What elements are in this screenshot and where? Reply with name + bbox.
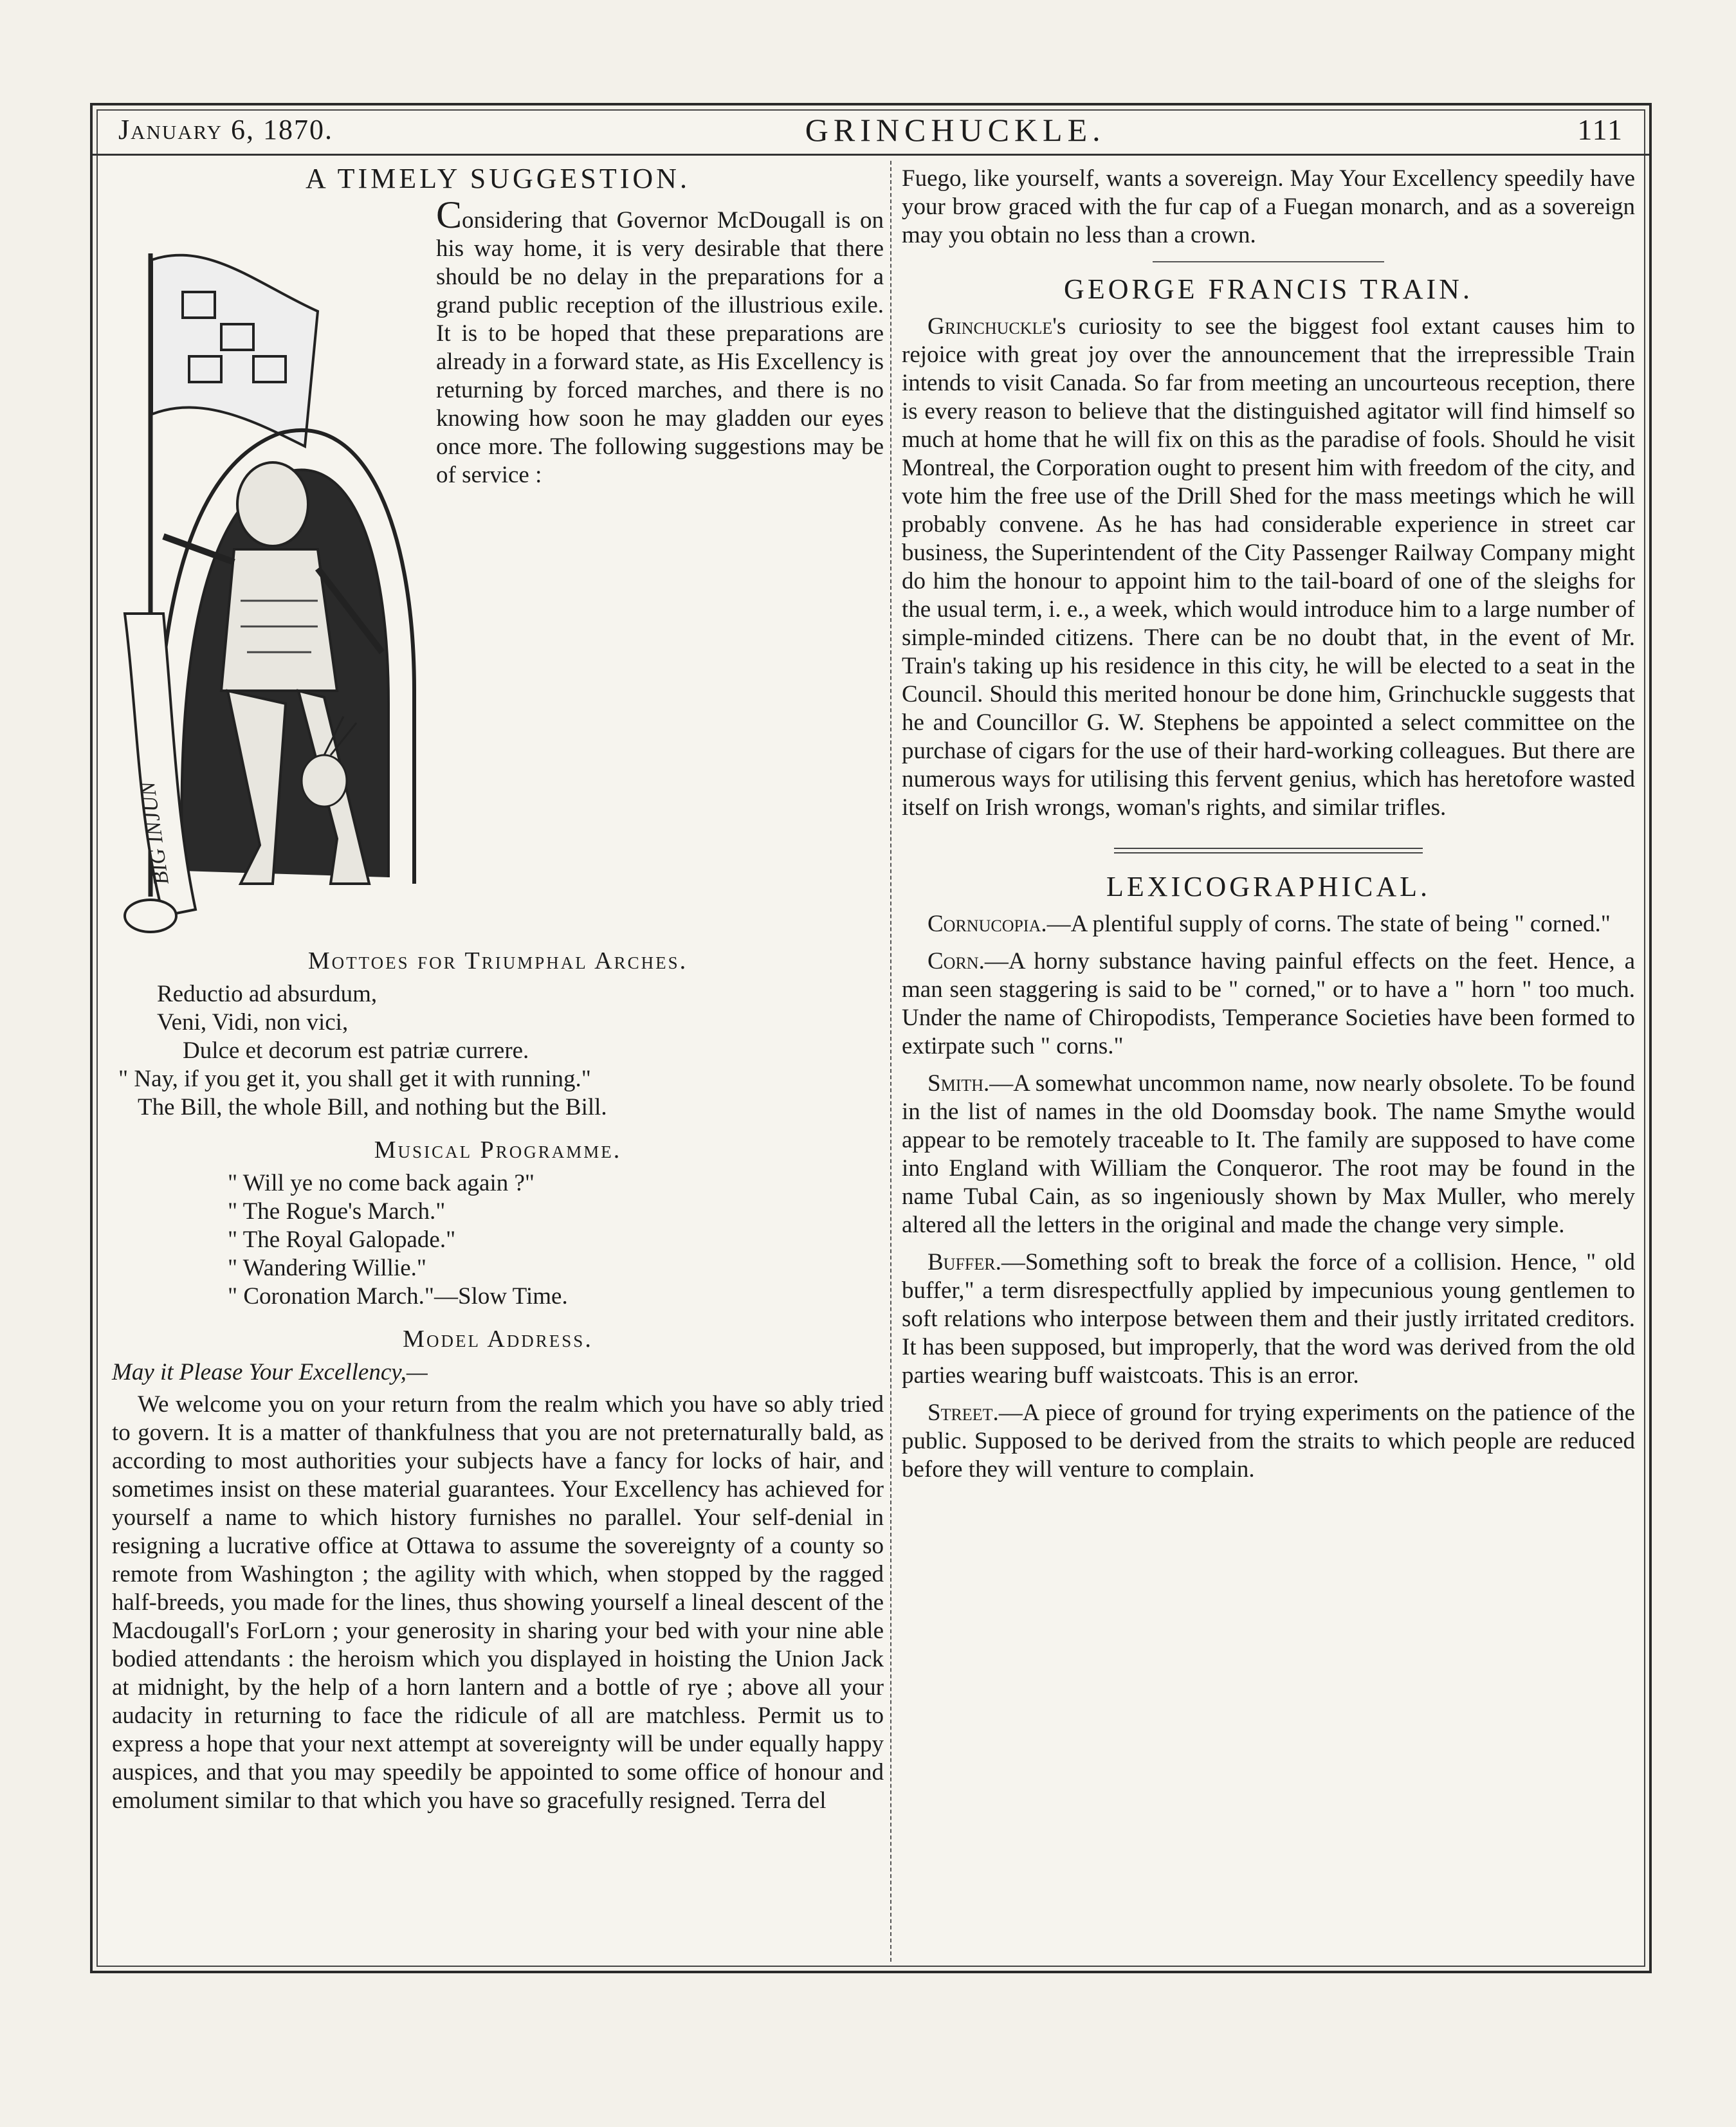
- lexicon-definition: —A piece of ground for trying experiments on the patience of the public. Supposed to be derived from the straits to which people are reduced before they will venture to complain.: [902, 1400, 1635, 1483]
- lexicon-term: Smith.: [927, 1070, 990, 1097]
- train-body: 's curiosity to see the biggest fool extant causes him to rejoice with great joy over the announcement that the irrepressible Train intends to visit Canada. So far from meeting an uncourteous reception, there is every reason to believe that the distinguished agitator will find himself so much at home that he will fix on this as the paradise of fools. Should he visit Montreal, the Corporation ought to present him with freedom of the city, and vote him the free use of the Drill Shed for the mass meetings which he will probably convene. As he has had considerable experience in street car business, the Superintendent of the City Passenger Railway Company might do him the honour to appoint him to the tail-board of one of the sleighs for the usual term, i. e., a week, which would introduce him to a large number of simple-minded citizens. There can be no doubt that, in the event of Mr. Train's taking up his residence in this city, he will be elected to a seat in the Council. Should this merited honour be done him, Grinchuckle suggests that he and Councillor G. W. Stephens be appointed a select committee on the purchase of cigars for the use of their hard-working colleagues. But there are numerous ways for utilising this fervent genius, which has heretofore wasted itself on Irish wrongs, woman's rights, and similar trifles.: [902, 313, 1635, 821]
- mottoes-list: [112, 980, 884, 1122]
- lexicon-definition: —Something soft to break the force of a collision. Hence, " old buffer," a term disrespectfully applied by impecunious young gentlemen to soft relations who interpose between them and their justly irritated creditors. It has been supposed, but improperly, that the word was derived from the old parties wearing buff waistcoats. This is an error.: [902, 1249, 1635, 1389]
- lexicon-entry: [902, 1248, 1635, 1390]
- section-double-rule: [1114, 848, 1423, 854]
- lexicon-entry: [902, 1399, 1635, 1484]
- drop-cap: C: [436, 194, 462, 236]
- programme-item: " Will ye no come back again ?": [228, 1170, 535, 1196]
- issue-date: January 6, 1870.: [118, 114, 334, 145]
- section-rule: [1153, 261, 1384, 262]
- programme-item: " Coronation March."—Slow Time.: [228, 1283, 568, 1310]
- publication-title: GRINCHUCKLE.: [805, 111, 1106, 148]
- lexicon-term: Cornucopia.: [927, 911, 1047, 937]
- lexicon-entry: [902, 947, 1635, 1061]
- lexicon-entry: [902, 1070, 1635, 1239]
- article-title-george-francis-train: GEORGE FRANCIS TRAIN.: [1064, 273, 1473, 305]
- right-column: [902, 165, 1635, 1959]
- programme-item: " The Rogue's March.": [228, 1198, 446, 1225]
- article-title-lexicographical: LEXICOGRAPHICAL.: [1106, 871, 1431, 902]
- lexicon-entry: [902, 910, 1635, 938]
- address-body: We welcome you on your return from the realm which you have so ably tried to govern. It is a matter of thankfulness that you are not preternaturally bald, as according to most authorities your subjects have a fancy for locks of hair, and sometimes insist on these material guarantees. Your Excellency has achieved for yourself a name to which history furnishes no parallel. Your self-denial in resigning a lucrative office at Ottawa to assume the sovereignty of a county so remote from Washington ; the agility with which, when stopped by the ragged half-breeds, you made for the lines, thus showing yourself a lineal descent of the Macdougall's ForLorn ; your generosity in sharing your bed with your nine able bodied attendants : the heroism which you displayed in hoisting the Union Jack at midnight, by the help of a horn lantern and a bottle of rye ; above all your audacity in returning to face the ridicule of all are matchless. Permit us to express a hope that your next attempt at sovereignty will be under equally happy auspices, and that you may speedily be appointed to some office of honour and emolument similar to that which you have so gracefully resigned. Terra del: [112, 1391, 884, 1814]
- programme-item: " Wandering Willie.": [228, 1255, 427, 1281]
- motto-line: Dulce et decorum est patriæ currere.: [183, 1037, 529, 1064]
- big-injun-illustration: [112, 202, 421, 942]
- column-divider: [890, 161, 891, 1962]
- programme-list: [112, 1169, 884, 1311]
- left-column: [112, 165, 884, 1959]
- lexicon-definition: —A somewhat uncommon name, now nearly obsolete. To be found in the list of names in the old Doomsday book. The name Smythe would appear to be remotely traceable to It. The family are supposed to have come into England with William the Conqueror. The root may be found in the name Tubal Cain, as so ingeniously shown by Max Muller, who merely altered all the letters in the original and made the change very simple.: [902, 1070, 1635, 1238]
- illustration-drawing: [112, 202, 421, 942]
- address-continuation: Fuego, like yourself, wants a sovereign. May Your Excellency speedily have your brow graced with the fur cap of a Fuegan monarch, and as a sovereign may you obtain no less than a crown.: [902, 165, 1635, 248]
- address-salutation: May it Please Your Excellency,—: [112, 1359, 428, 1385]
- lexicon-term: Corn.: [927, 948, 985, 974]
- page-number: 111: [1577, 113, 1623, 146]
- mottoes-heading: Mottoes for Triumphal Arches.: [307, 947, 688, 974]
- motto-line: " Nay, if you get it, you shall get it with running.": [118, 1066, 591, 1092]
- article-title-timely-suggestion: A TIMELY SUGGESTION.: [306, 163, 690, 194]
- page-frame: [90, 103, 1652, 1973]
- train-paragraph: [902, 313, 1635, 822]
- lexicon-definition: —A plentiful supply of corns. The state of being " corned.": [1046, 911, 1611, 937]
- programme-heading: Musical Programme.: [374, 1137, 622, 1164]
- lexicon-definition: —A horny substance having painful effects on the feet. Hence, a man seen staggering is said to be " corned," or to have a " horn " too much. Under the name of Chiropodists, Temperance Societies have been formed to extirpate such " corns.": [902, 948, 1635, 1059]
- motto-line: Veni, Vidi, non vici,: [157, 1009, 349, 1036]
- lexicon-term: Buffer.: [927, 1249, 1001, 1275]
- motto-line: Reductio ad absurdum,: [157, 981, 378, 1007]
- banner-text: BIG INJUN: [135, 780, 174, 887]
- motto-line: The Bill, the whole Bill, and nothing but the Bill.: [138, 1094, 607, 1120]
- address-heading: Model Address.: [403, 1326, 593, 1353]
- masthead: [93, 105, 1649, 156]
- intro-text: onsidering that Governor McDougall is on his way home, it is very desirable that there should be no delay in the preparations for a grand public reception of the illustrious exile. It is to be hoped that these preparations are already in a forward state, as His Excellency is returning by forced marches, and there is no knowing how soon he may gladden our eyes once more. The following suggestions may be of service :: [436, 207, 884, 488]
- train-lead-word: Grinchuckle: [927, 313, 1053, 340]
- lexicon-term: Street.: [927, 1400, 999, 1426]
- programme-item: " The Royal Galopade.": [228, 1227, 456, 1253]
